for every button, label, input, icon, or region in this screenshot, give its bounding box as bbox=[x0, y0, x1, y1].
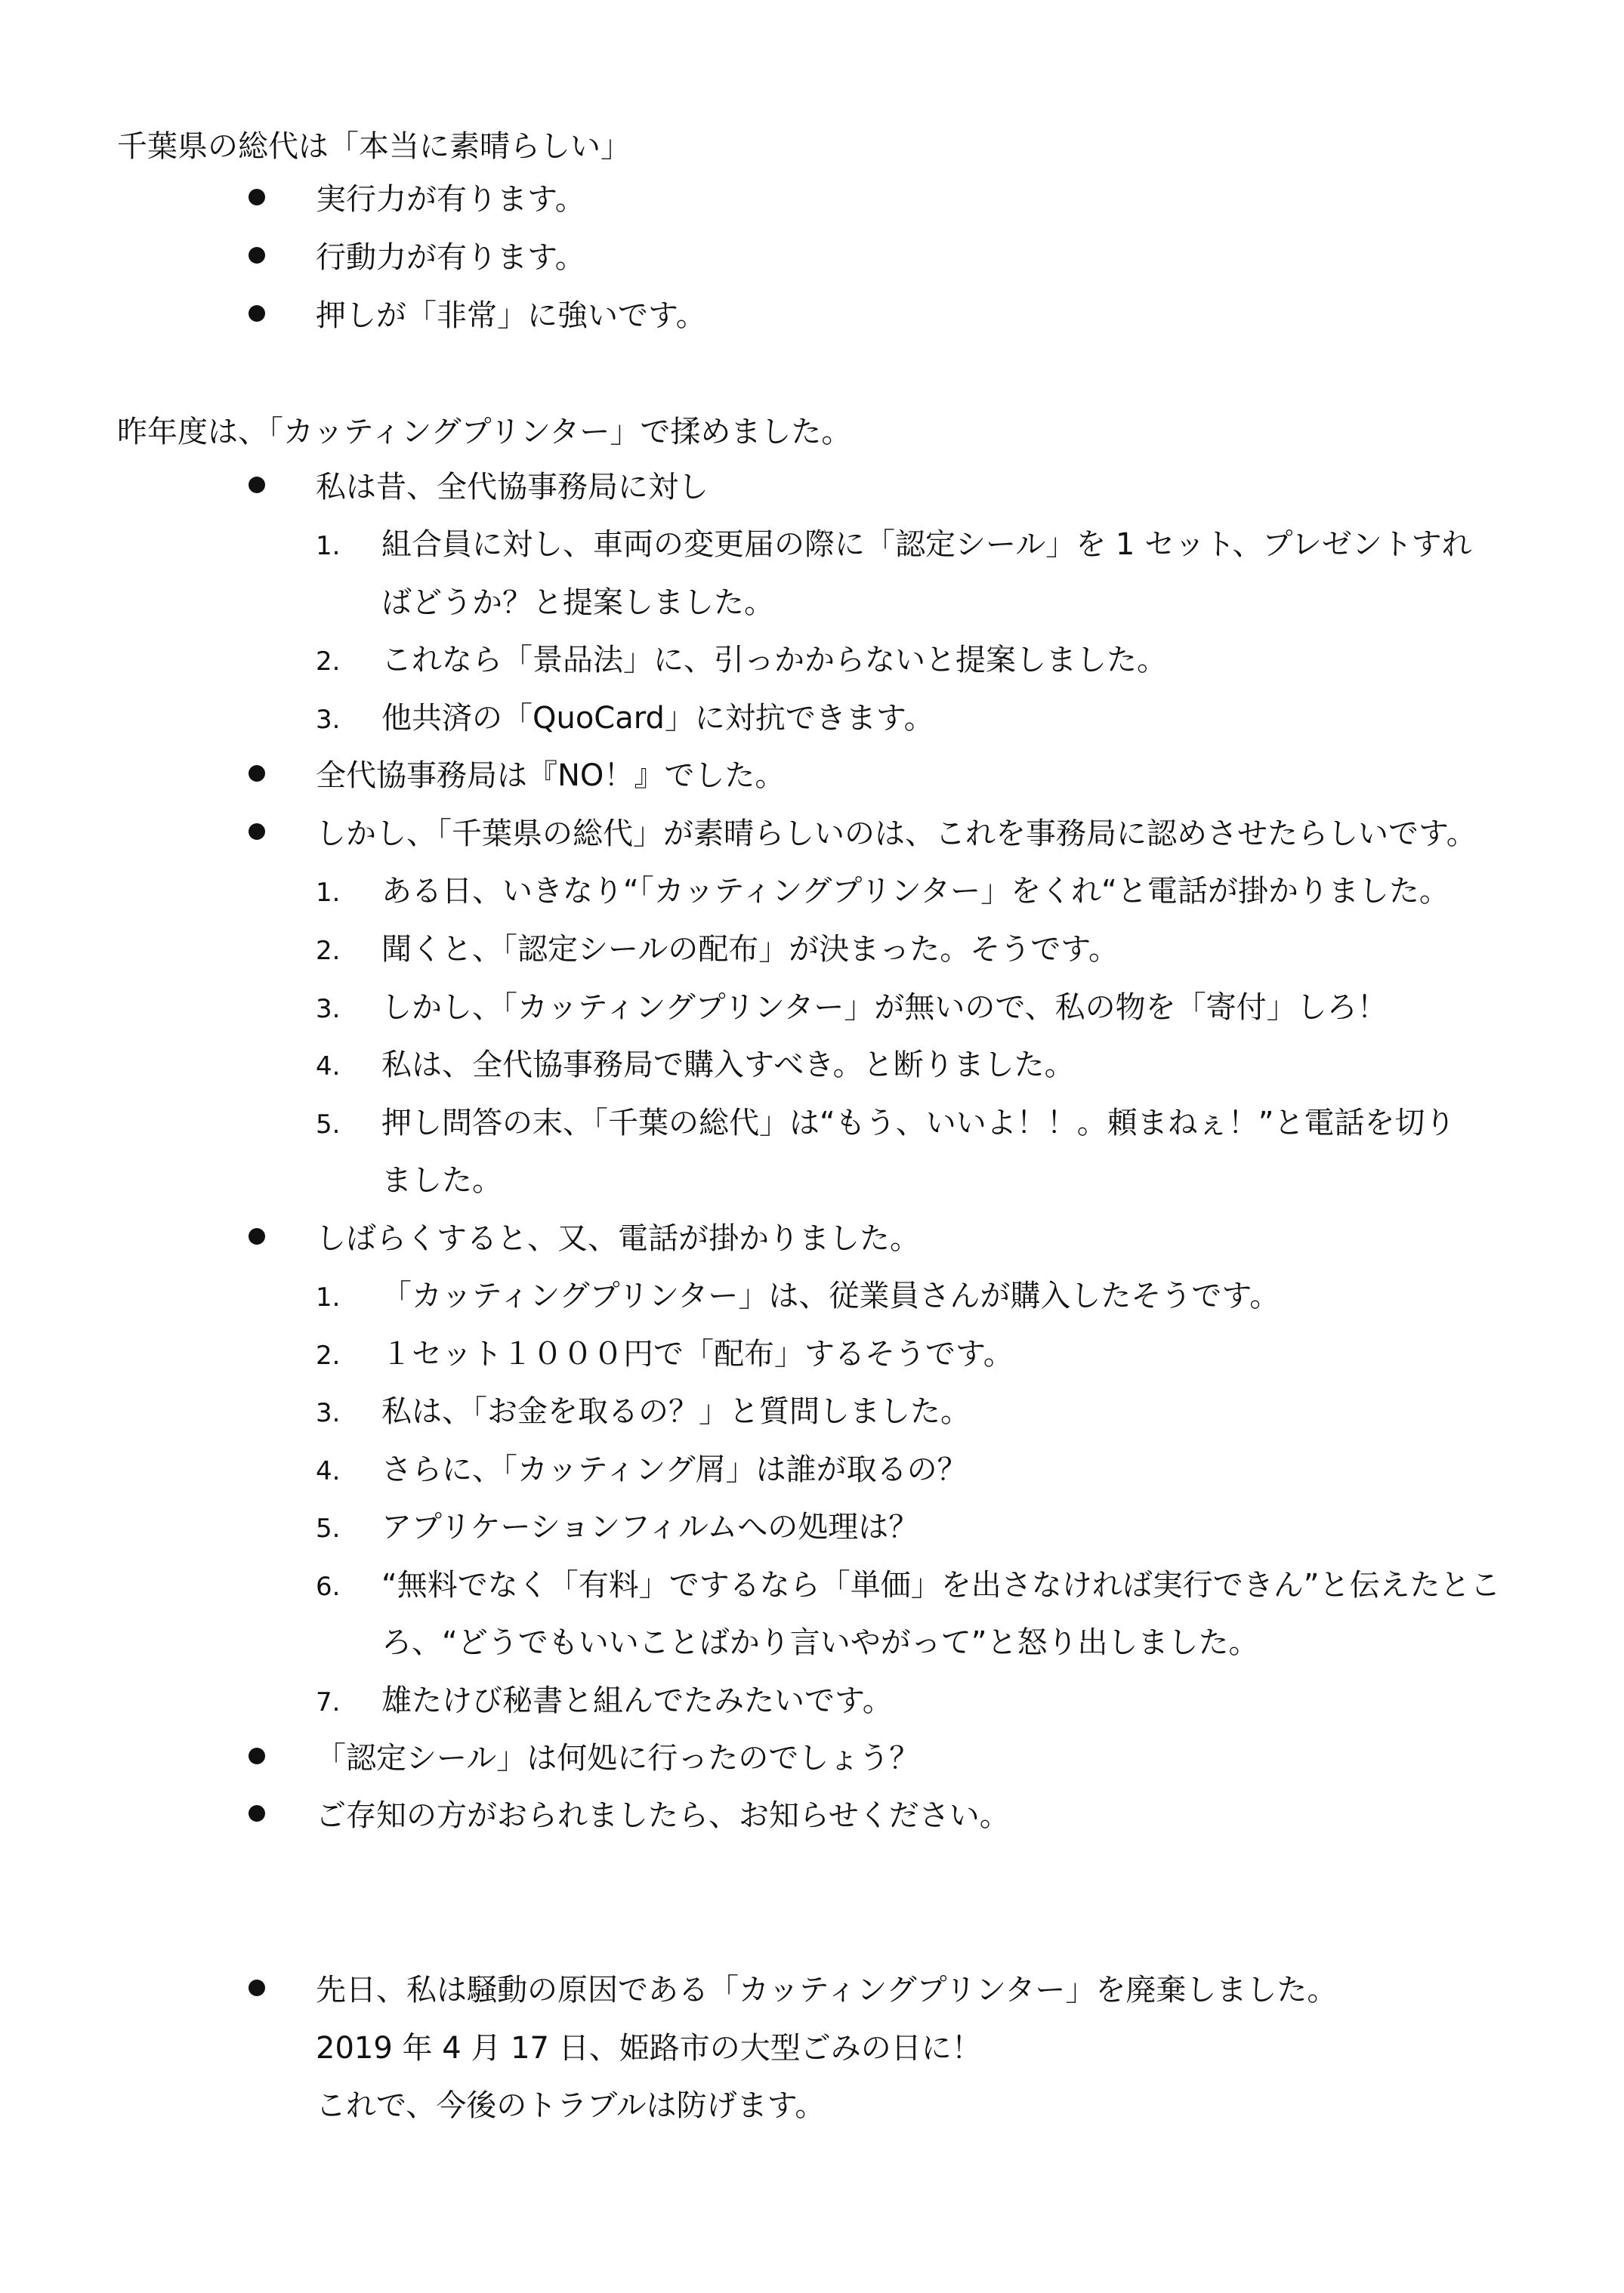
list-item: 雄たけび秘書と組んでたみたいです。 bbox=[381, 1683, 893, 1718]
bullet-dot-icon bbox=[249, 1748, 265, 1764]
bullet-dot-icon bbox=[249, 477, 265, 493]
heading-chiba-praise: 千葉県の総代は「本当に素晴らしい」 bbox=[117, 129, 631, 164]
list-number: 1. bbox=[316, 878, 341, 908]
section1-bullet: 私は昔、全代協事務局に対し bbox=[316, 470, 709, 505]
list-number: 3. bbox=[316, 1398, 341, 1428]
praise-item-2: 行動力が有ります。 bbox=[316, 240, 585, 275]
final-date-line: 2019 年 4 月 17 日、姫路市の大型ごみの日に！ bbox=[316, 2031, 982, 2066]
list-item: 聞くと、「認定シールの配布」が決まった。そうです。 bbox=[381, 932, 1119, 967]
list-number: 3. bbox=[316, 994, 341, 1024]
bullet-dot-icon bbox=[249, 1228, 265, 1245]
bullet-secretariat-no: 全代協事務局は『NO！』でした。 bbox=[316, 758, 786, 793]
final-bullet: 先日、私は騒動の原因である「カッティングプリンター」を廃棄しました。 bbox=[316, 1973, 1338, 2008]
list-item: ある日、いきなり“「カッティングプリンター」をくれ“と電話が掛かりました。 bbox=[381, 874, 1450, 909]
heading-last-year-dispute: 昨年度は、「カッティングプリンター」で揉めました。 bbox=[117, 415, 852, 449]
list-number: 4. bbox=[316, 1051, 341, 1082]
bullet-dot-icon bbox=[249, 1980, 265, 1996]
list-number: 5. bbox=[316, 1109, 341, 1140]
list-item-continuation: ばどうか？と提案しました。 bbox=[381, 585, 774, 620]
list-number: 1. bbox=[316, 531, 341, 561]
list-number: 2. bbox=[316, 936, 341, 966]
bullet-dot-icon bbox=[249, 765, 265, 782]
list-number: 4. bbox=[316, 1456, 341, 1486]
bullet-dot-icon bbox=[249, 823, 265, 840]
list-item: アプリケーションフィルムへの処理は？ bbox=[381, 1510, 919, 1545]
list-number: 5. bbox=[316, 1514, 341, 1544]
list-item-continuation: ろ、“どうでもいいことばかり言いやがって”と怒り出しました。 bbox=[381, 1625, 1259, 1660]
bullet-sticker-question: 「認定シール」は何処に行ったのでしょう？ bbox=[316, 1741, 920, 1776]
list-item: さらに、「カッティング屑」は誰が取るの？ bbox=[381, 1452, 968, 1487]
list-item: １セット１０００円で「配布」するそうです。 bbox=[381, 1337, 1014, 1372]
praise-item-3: 押しが「非常」に強いです。 bbox=[316, 298, 706, 333]
list-item: 組合員に対し、車両の変更届の際に「認定シール」を 1 セット、プレゼントすれ bbox=[381, 527, 1472, 562]
final-closing-line: これで、今後のトラブルは防げます。 bbox=[316, 2088, 826, 2123]
list-item: “無料でなく「有料」でするなら「単価」を出さなければ実行できん”と伝えたとこ bbox=[381, 1568, 1501, 1603]
list-item-continuation: ました。 bbox=[381, 1163, 502, 1198]
list-number: 1. bbox=[316, 1282, 341, 1313]
list-number: 2. bbox=[316, 1341, 341, 1371]
list-item: 押し問答の末、「千葉の総代」は“もう、いいよ！！。頼まねぇ！”と電話を切り bbox=[381, 1106, 1456, 1140]
list-item: しかし、「カッティングプリンター」が無いので、私の物を「寄付」しろ！ bbox=[381, 990, 1388, 1025]
list-number: 6. bbox=[316, 1572, 341, 1602]
bullet-dot-icon bbox=[249, 305, 265, 322]
bullet-dot-icon bbox=[249, 247, 265, 264]
list-number: 3. bbox=[316, 705, 341, 735]
section3-bullet: しばらくすると、又、電話が掛かりました。 bbox=[316, 1221, 920, 1256]
list-item: 他共済の「QuoCard」に対抗できます。 bbox=[381, 701, 934, 736]
list-item: 私は、「お金を取るの？」と質問しました。 bbox=[381, 1394, 971, 1429]
list-item: これなら「景品法」に、引っかからないと提案しました。 bbox=[381, 643, 1167, 677]
list-number: 2. bbox=[316, 647, 341, 677]
list-item: 「カッティングプリンター」は、従業員さんが購入したそうです。 bbox=[381, 1279, 1280, 1313]
praise-item-1: 実行力が有ります。 bbox=[316, 182, 585, 217]
section2-bullet: しかし、「千葉県の総代」が素晴らしいのは、これを事務局に認めさせたらしいです。 bbox=[316, 816, 1477, 851]
list-number: 7. bbox=[316, 1687, 341, 1717]
bullet-request-info: ご存知の方がおられましたら、お知らせください。 bbox=[316, 1798, 1010, 1833]
bullet-dot-icon bbox=[249, 1805, 265, 1822]
list-item: 私は、全代協事務局で購入すべき。と断りました。 bbox=[381, 1048, 1075, 1082]
bullet-dot-icon bbox=[249, 189, 265, 205]
